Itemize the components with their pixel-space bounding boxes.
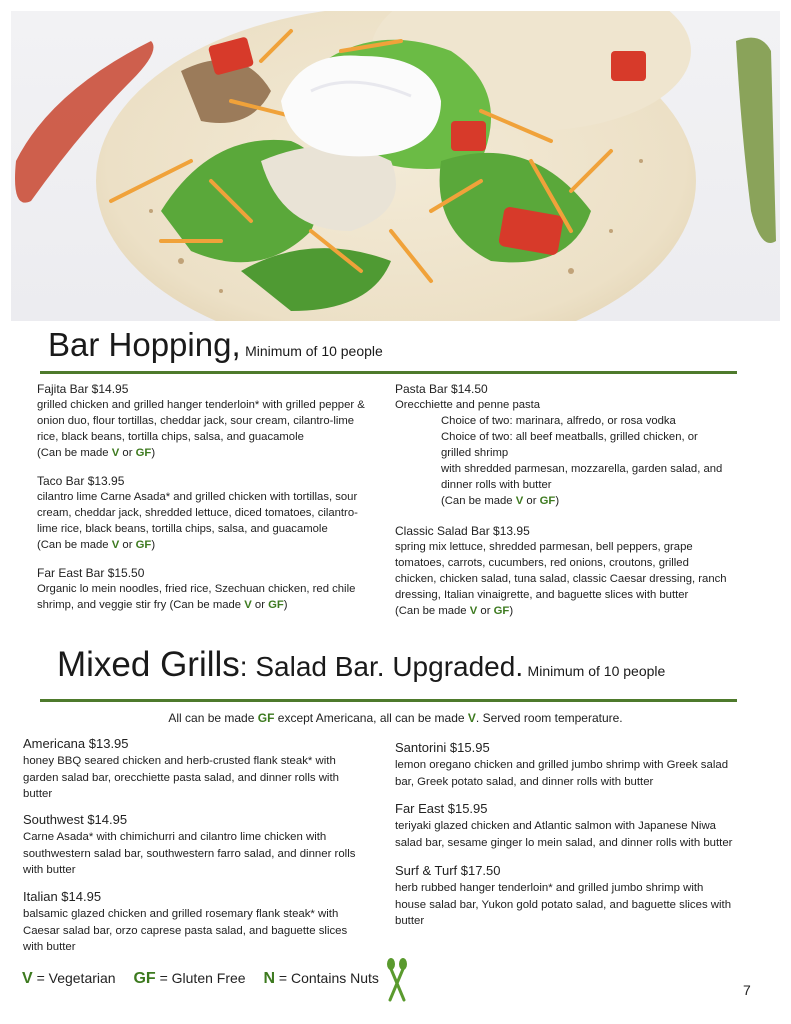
gluten-free-mark: GF xyxy=(268,599,284,611)
header-photo xyxy=(11,11,780,321)
or-word: or xyxy=(480,605,491,617)
item-head: Surf & Turf $17.50 xyxy=(395,863,501,878)
item-head: Americana $13.95 xyxy=(23,736,129,751)
menu-item-southwest xyxy=(23,811,378,879)
item-body: lemon oregano chicken and grilled jumbo shrimp with Greek salad bar, Greek potato salad, and dinner rolls with butter xyxy=(395,759,729,788)
menu-item-surf-and-turf xyxy=(395,862,760,930)
dietary-note xyxy=(395,493,745,509)
mixed-grills-title: Mixed Grills xyxy=(57,645,240,684)
item-head: Pasta Bar $14.50 xyxy=(395,382,488,396)
or-word: or xyxy=(526,495,537,507)
can-prefix: (Can be made xyxy=(37,447,109,459)
item-head: Italian $14.95 xyxy=(23,889,102,904)
item-body: grilled chicken and grilled hanger tenderloin* with grilled pepper & onion duo, flour tortillas, cheddar jack, sour cream, cilantro-lime rice, black beans, tortilla chips, salsa, and guacamole xyxy=(37,399,365,443)
item-body: honey BBQ seared chicken and herb-crusted flank steak* with garden salad bar, orecchiette pasta salad, and dinner rolls with butter xyxy=(23,755,339,800)
item-body: cilantro lime Carne Asada* and grilled chicken with tortillas, sour cream, cheddar jack, shredded lettuce, diced tomatoes, cilantro- lime rice, black beans, tortilla chips, salsa, and guacamole xyxy=(37,491,358,535)
pasta-choice-sauce: Choice of two: marinara, alfredo, or rosa vodka xyxy=(441,415,676,427)
bar-hopping-title: Bar Hopping, xyxy=(48,326,241,363)
menu-item-far-east-bar xyxy=(37,565,387,613)
menu-item-fajita-bar xyxy=(37,381,387,461)
legend-v-label: = Vegetarian xyxy=(36,970,116,986)
note-text: . Served room temperature. xyxy=(475,711,623,725)
or-word: or xyxy=(254,599,265,611)
or-word: or xyxy=(122,447,133,459)
legend-gf-label: = Gluten Free xyxy=(159,970,246,986)
vegetarian-mark: V xyxy=(515,495,524,507)
item-body xyxy=(37,581,387,613)
item-head: Far East $15.95 xyxy=(395,801,488,816)
divider xyxy=(40,699,737,702)
pasta-with: with shredded parmesan, mozzarella, garden salad, and dinner rolls with butter xyxy=(441,463,723,491)
dietary-note xyxy=(37,445,387,461)
can-suffix: ) xyxy=(509,605,514,617)
legend-v-mark: V xyxy=(22,970,33,987)
mixed-grills-note xyxy=(0,711,791,725)
item-head: Fajita Bar $14.95 xyxy=(37,382,129,396)
menu-item-italian xyxy=(23,888,378,956)
item-head: Santorini $15.95 xyxy=(395,740,490,755)
menu-item-far-east xyxy=(395,800,760,851)
page-number: 7 xyxy=(743,982,751,998)
vegetarian-mark: V xyxy=(244,599,252,611)
gluten-free-mark: GF xyxy=(539,495,556,507)
menu-item-classic-salad-bar xyxy=(395,523,755,619)
gluten-free-mark: GF xyxy=(135,447,152,459)
can-prefix: (Can be made xyxy=(169,599,242,611)
legend-n-mark: N xyxy=(263,970,276,987)
menu-item-pasta-bar xyxy=(395,381,745,509)
can-suffix: ) xyxy=(283,599,288,611)
gluten-free-mark: GF xyxy=(135,539,152,551)
can-prefix: (Can be made xyxy=(395,605,467,617)
can-suffix: ) xyxy=(555,495,560,507)
item-body-text: Organic lo mein noodles, fried rice, Szechuan chicken, red chile shrimp, and veggie stir fry xyxy=(37,583,356,611)
item-head: Far East Bar $15.50 xyxy=(37,566,145,580)
dietary-note xyxy=(37,537,387,553)
can-prefix: (Can be made xyxy=(441,495,513,507)
gluten-free-mark: GF xyxy=(493,605,510,617)
legend-n-label: = Contains Nuts xyxy=(278,970,379,986)
divider xyxy=(40,371,737,374)
item-body: Orecchiette and penne pasta xyxy=(395,399,541,411)
item-head: Southwest $14.95 xyxy=(23,812,128,827)
vegetarian-mark: V xyxy=(111,447,120,459)
mixed-grills-subtitle: Minimum of 10 people xyxy=(527,663,666,679)
menu-item-santorini xyxy=(395,739,760,790)
item-head: Taco Bar $13.95 xyxy=(37,474,125,488)
item-body: teriyaki glazed chicken and Atlantic salmon with Japanese Niwa salad bar, sesame ginger lo mein salad, and dinner rolls with butter xyxy=(395,820,733,849)
dietary-legend xyxy=(22,970,379,988)
item-body: balsamic glazed chicken and grilled rosemary flank steak* with Caesar salad bar, orzo caprese pasta salad, and baguette slices with butter xyxy=(23,908,348,953)
section-title-mixed-grills xyxy=(57,645,665,685)
can-prefix: (Can be made xyxy=(37,539,109,551)
note-text: All can be made xyxy=(168,711,255,725)
crossed-utensils-icon xyxy=(386,958,408,1007)
item-head: Classic Salad Bar $13.95 xyxy=(395,524,530,538)
mixed-grills-tagline: : Salad Bar. Upgraded. xyxy=(239,651,524,682)
gluten-free-mark: GF xyxy=(257,711,275,725)
menu-item-americana xyxy=(23,735,378,803)
can-suffix: ) xyxy=(151,539,156,551)
vegetarian-mark: V xyxy=(467,711,476,725)
can-suffix: ) xyxy=(151,447,156,459)
dietary-note xyxy=(395,603,755,619)
menu-item-taco-bar xyxy=(37,473,387,553)
item-body: spring mix lettuce, shredded parmesan, bell peppers, grape tomatoes, carrots, cucumbers, red onions, croutons, grilled chicken, chicken salad, tuna salad, classic Caesar dressing, ranch dressing, Italian vinaigrette, and baguette slices with butter xyxy=(395,541,727,601)
or-word: or xyxy=(122,539,133,551)
item-body: Carne Asada* with chimichurri and cilantro lime chicken with southwestern salad bar, southwestern farro salad, and dinner rolls with butter xyxy=(23,831,356,876)
vegetarian-mark: V xyxy=(111,539,120,551)
item-body: herb rubbed hanger tenderloin* and grilled jumbo shrimp with house salad bar, Yukon gold potato salad, and baguette slices with butter xyxy=(395,882,732,927)
section-title-bar-hopping xyxy=(48,326,383,364)
pasta-choice-protein: Choice of two: all beef meatballs, grilled chicken, or grilled shrimp xyxy=(441,431,698,459)
bar-hopping-subtitle: Minimum of 10 people xyxy=(245,343,383,359)
legend-gf-mark: GF xyxy=(133,970,156,987)
note-text: except Americana, all can be made xyxy=(277,711,465,725)
vegetarian-mark: V xyxy=(469,605,478,617)
